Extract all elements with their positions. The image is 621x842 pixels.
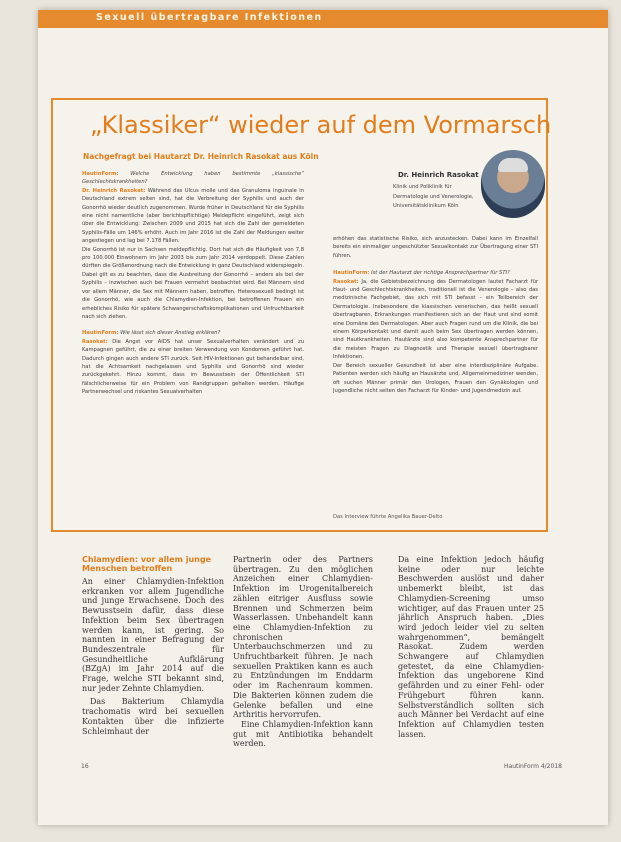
answer-3-cont: Der Bereich sexueller Gesundheit ist aber eine interdisziplinäre Aufgabe. Patienten werden sich häufig an Hausärzte und, Allgemeinmediziner wenden, oft suchen Männer primär den Urologen, Frauen den Gynäkologen und Jugendliche nicht selten den Facharzt für Kinder- und Jugendmedizin auf. <box>333 362 538 394</box>
article-col-2-p2: Eine Chlamydien-Infektion kann gut mit Antibiotika behandelt werden. <box>233 719 373 749</box>
article-col-2 <box>233 555 373 762</box>
interview-col-right <box>333 235 538 510</box>
answer-1: Dr. Heinrich Rasokat: Während das Ulcus molle und das Granuloma inguinale in Deutschland extrem selten sind, hat die Verbreitung der Syphilis und auch der Gonorrhö wieder deutlich zugenommen. Wurde früher in Deutschland für die Syphilis eine nicht namentliche (aber berichtspflichtige) Meldepflicht eingeführt, zeigt sich über die Entwicklung: Zwischen 2009 und 2015 hat sich die Zahl der gemeldeten Syphilis-Fälle um 146% erhöht. Auch im Jahr 2016 ist die Zahl der Meldungen weiter angestiegen und lag bei 7.178 Fällen. <box>82 187 304 245</box>
doctor-name: Dr. Heinrich Rasokat <box>398 171 479 179</box>
interview-col-left <box>82 170 304 510</box>
article-col-3 <box>398 555 544 762</box>
interview-credit: Das Interview führte Angelika Bauer-Delto <box>333 514 443 520</box>
article-heading: Chlamydien: vor allem junge Menschen betroffen <box>82 555 211 574</box>
page-number: 16 <box>81 763 89 770</box>
answer-1-cont: Die Gonorrhö ist nur in Sachsen meldepflichtig. Dort hat sich die Häufigkeit von 7,8 pro 100.000 Einwohnern im Jahr 2003 bis zum Jahr 2014 verdoppelt. Diese Zahlen dürften die Größenordnung nach die Entwicklung in ganz Deutschland widerspiegeln. Dabei gilt es zu beachten, dass die Ausbreitung der Gonorrhö – anders als bei der Syphilis – inzwischen auch bei Frauen vermehrt beobachtet wird. Bei Männern sind vor allem Männer, die Sex mit Männern haben, betroffen. Heterosexuell bedingt ist die Gonorrhö, wie auch die Chlamydien-Infektion, bei betroffenen Frauen ein erhebliches Risiko für spätere Schwangerschaftskomplikationen und Unfruchtbarkeit nach sich ziehen. <box>82 246 304 320</box>
article-col-2-p1: Partnerin oder des Partners übertragen. Zu den möglichen Anzeichen einer Chlamydien-Infektion im Urogenitalbereich zählen eitriger Ausfluss sowie Brennen und Schmerzen beim Wasserlassen. Unbehandelt kann eine Chlamydien-Infektion zu chronischen Unterbauchschmerzen und zu Unfruchtbarkeit führen. Je nach sexuellen Praktiken kann es auch zu Entzündungen im Enddarm oder im Rachenraum kommen. Die Bakterien können zudem die Gelenke befallen und eine Arthritis hervorrufen. <box>233 555 373 720</box>
answer-2-cont: erhöhen das statistische Risiko, sich anzustecken. Dabei kann im Einzelfall bereits ein einmaliger ungeschützter Sexualkontakt zur Übertragung einer STI führen. <box>333 236 538 259</box>
question-3: HautinForm: Ist der Hautarzt der richtige Ansprechpartner für STI? <box>333 270 510 277</box>
doctor-affiliation: Klinik und Poliklinik für Dermatologie und Venerologie, Universitätsklinikum Köln <box>393 184 474 209</box>
publication-footer: HautinForm 4/2018 <box>504 763 562 770</box>
section-banner-label: Sexuell übertragbare Infektionen <box>96 12 323 23</box>
section-banner <box>38 10 608 28</box>
question-1: HautinForm: Welche Entwicklung haben bestimmte „klassische“ Geschlechtskrankheiten? <box>82 171 304 186</box>
interview-subtitle: Nachgefragt bei Hautarzt Dr. Heinrich Rasokat aus Köln <box>83 152 319 161</box>
article-col-1-p2: Das Bakterium Chlamydia trachomatis wird bei sexuellen Kontakten über die infizierte Schleimhaut der <box>82 697 224 736</box>
doctor-portrait <box>481 150 545 218</box>
article-col-1-p1: An einer Chlamydien-Infektion erkranken vor allem Jugendliche und junge Erwachsene. Doch des Bewusstsein dafür, dass diese Infektion beim Sex übertragen werden kann, ist gering. So nannten in einer Befragung der Bundeszentrale für Gesundheitliche Aufklärung (BZgA) im Jahr 2014 auf die Frage, welche STI bekannt sind, nur jeder Zehnte Chlamydien. <box>82 577 224 693</box>
answer-3: Rasokat: Ja, die Gebietsbezeichnung des Dermatologen lautet Facharzt für Haut- und Geschlechtskrankheiten, traditionell ist die Venerologie – also das medizinische Fachgebiet, das sich mit STI befasst – ein Teilbereich der Dermatologie. Insbesondere die klassischen venerischen, das heißt sexuell übertragbaren, Erkrankungen manifestieren sich an der Haut und sind somit eine Domäne des Dermatologen. Aber auch Fragen rund um die Klinik, die bei einem Körperkontakt und damit auch beim Sex übertragen werden können, sind Hautkrankheiten. Hautärzte sind also kompetente Ansprechpartner für die meisten Fragen zu Diagnostik und Therapie sexuell übertragbarer Infektionen. <box>333 278 538 361</box>
article-col-1 <box>82 577 224 762</box>
article-title: „Klassiker“ wieder auf dem Vormarsch <box>90 111 552 139</box>
question-2: HautinForm: Wie lässt sich dieser Anstieg erklären? <box>82 330 221 337</box>
article-col-3-p1: Da eine Infektion jedoch häufig keine oder nur leichte Beschwerden auslöst und daher unbemerkt bleibt, ist das Chlamydien-Screening umso wichtiger, auf das Frauen unter 25 jährlich Anspruch haben. „Dies wird jedoch leider viel zu selten wahrgenommen“, bemängelt Rasokat. Zudem werden Schwangere auf Chlamydien getestet, da eine Chlamydien-Infektion das ungeborene Kind gefährden und zu einer Fehl- oder Frühgeburt führen kann. Selbstverständlich sollten sich auch Männer bei Verdacht auf eine Infektion auf Chlamydien testen lassen. <box>398 555 544 739</box>
answer-2: Rasokat: Die Angst vor AIDS hat unser Sexualverhalten verändert und zu Kampagnen geführt, die zu einer breiten Verwendung von Kondomen geführt hat. Dadurch gingen auch andere STI zurück. Seit HIV-Infektionen gut behandelbar sind, hat die Achtsamkeit nachgelassen und Syphilis und Gonorrhö sind wieder zurückgekehrt. Hinzu kommt, dass im Bewusstsein der Öffentlichkeit STI fälschlicherweise für ein Problem von Randgruppen gehalten werden. Häufige Partnerwechsel und riskantes Sexualverhalten <box>82 338 304 396</box>
